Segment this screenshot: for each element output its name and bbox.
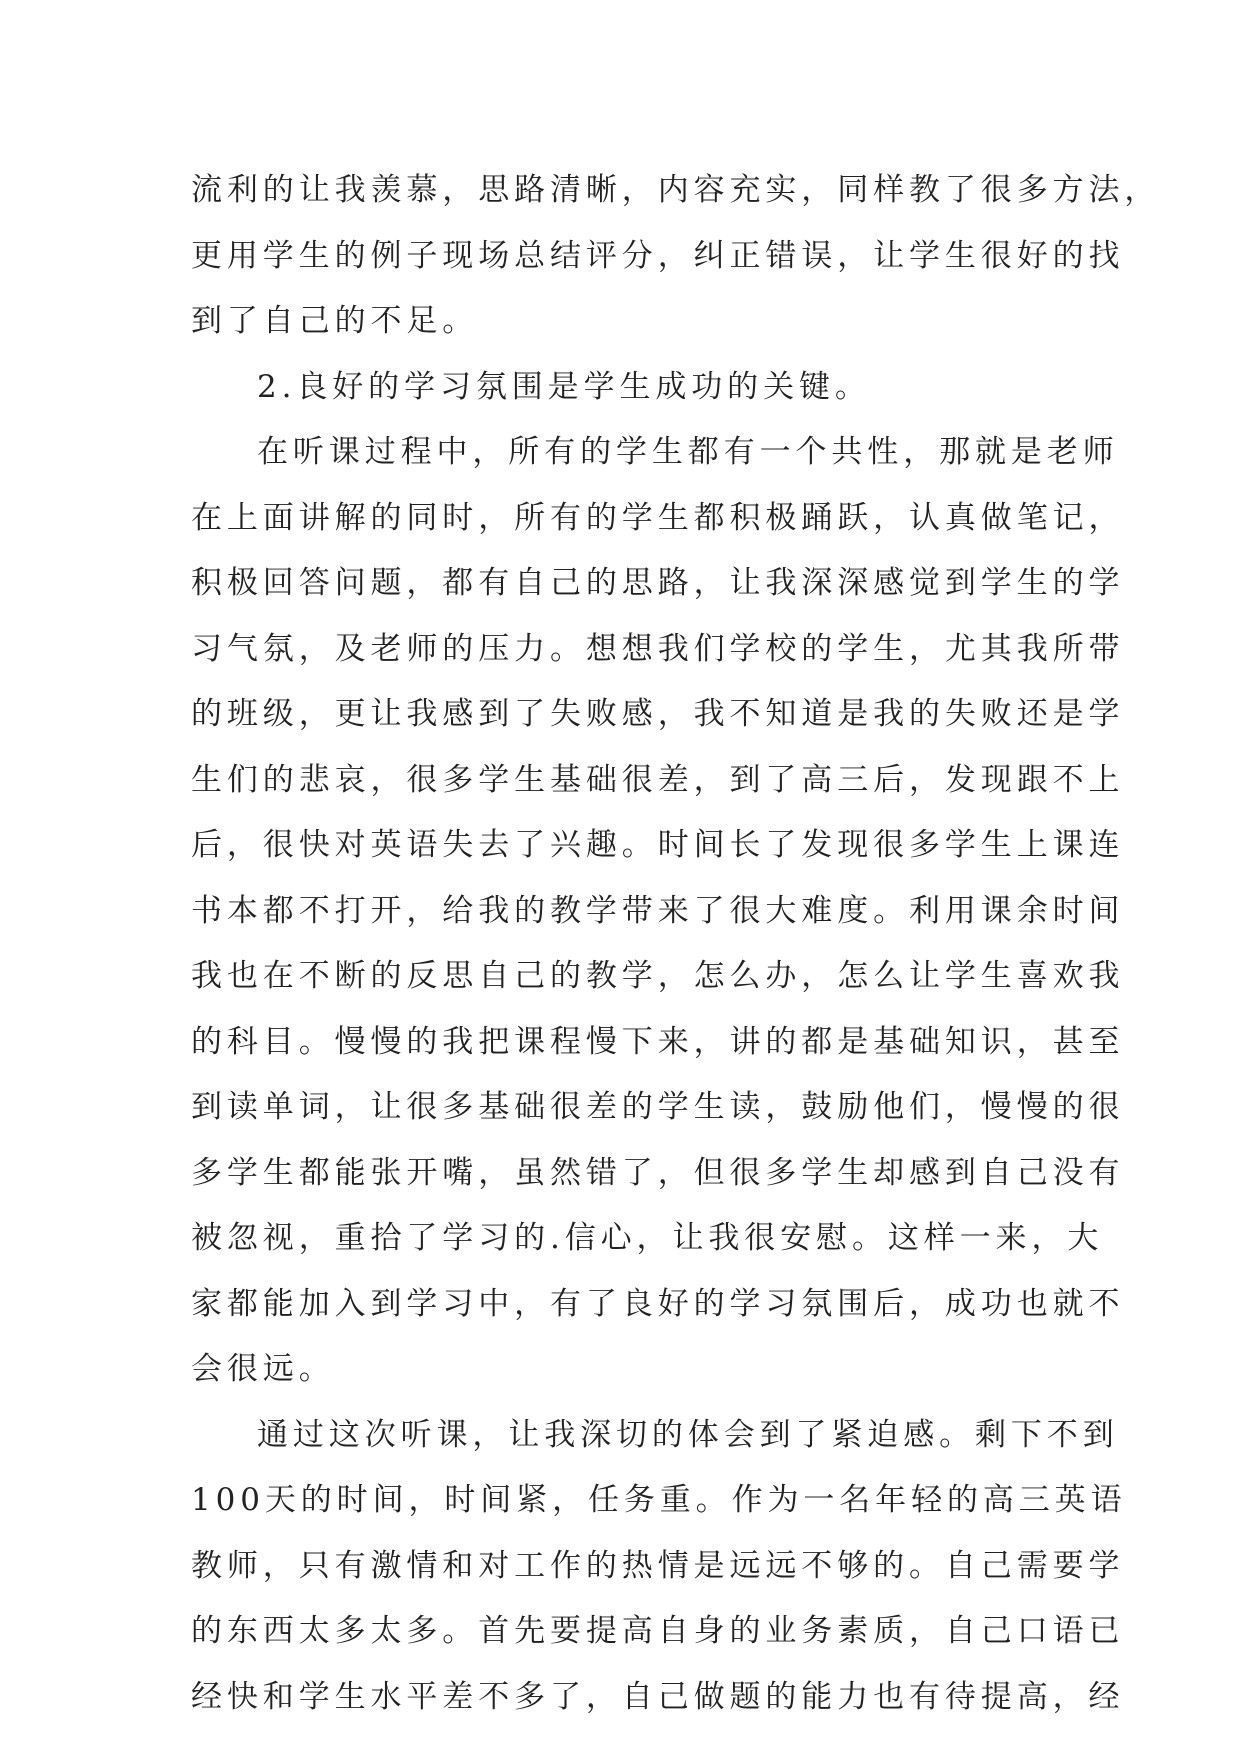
text-line: 书本都不打开，给我的教学带来了很大难度。利用课余时间 bbox=[191, 892, 1125, 929]
text-line: 到了自己的不足。 bbox=[191, 303, 479, 339]
text-line: 在上面讲解的同时，所有的学生都积极踊跃，认真做笔记， bbox=[191, 499, 1125, 536]
text-line: 多学生都能张开嘴，虽然错了，但很多学生却感到自己没有 bbox=[191, 1154, 1125, 1191]
text-line: 家都能加入到学习中，有了良好的学习氛围后，成功也就不 bbox=[191, 1285, 1125, 1322]
text-line: 经快和学生水平差不多了，自己做题的能力也有待提高，经 bbox=[191, 1678, 1125, 1715]
document-body bbox=[191, 158, 1161, 1730]
text-line: 100天的时间，时间紧，任务重。作为一名年轻的高三英语 bbox=[191, 1482, 1127, 1518]
text-line: 的东西太多太多。首先要提高自身的业务素质，自己口语已 bbox=[191, 1613, 1125, 1649]
text-line: 后，很快对英语失去了兴趣。时间长了发现很多学生上课连 bbox=[191, 827, 1125, 863]
text-line: 教师，只有激情和对工作的热情是远远不够的。自己需要学 bbox=[191, 1547, 1125, 1584]
text-line: 在听课过程中，所有的学生都有一个共性，那就是老师 bbox=[257, 434, 1119, 470]
text-line: 会很远。 bbox=[191, 1351, 335, 1387]
text-line: 被忽视，重拾了学习的.信心，让我很安慰。这样一来，大 bbox=[191, 1220, 1104, 1256]
text-line: 更用学生的例子现场总结评分，纠正错误，让学生很好的找 bbox=[191, 237, 1125, 274]
text-line: 生们的悲哀，很多学生基础很差，到了高三后，发现跟不上 bbox=[191, 761, 1125, 798]
text-line: 的班级，更让我感到了失败感，我不知道是我的失败还是学 bbox=[191, 696, 1125, 732]
text-line: 到读单词，让很多基础很差的学生读，鼓励他们，慢慢的很 bbox=[191, 1089, 1125, 1125]
text-line: 通过这次听课，让我深切的体会到了紧迫感。剩下不到 bbox=[257, 1416, 1119, 1453]
text-line: 积极回答问题，都有自己的思路，让我深深感觉到学生的学 bbox=[191, 565, 1125, 601]
section-heading: 2.良好的学习氛围是学生成功的关键。 bbox=[257, 368, 871, 405]
text-line: 习气氛，及老师的压力。想想我们学校的学生，尤其我所带 bbox=[191, 630, 1125, 667]
text-line: 的科目。慢慢的我把课程慢下来，讲的都是基础知识，甚至 bbox=[191, 1023, 1125, 1060]
text-line: 我也在不断的反思自己的教学，怎么办，怎么让学生喜欢我 bbox=[191, 958, 1125, 994]
text-line: 流利的让我羡慕，思路清晰，内容充实，同样教了很多方法， bbox=[191, 172, 1161, 208]
